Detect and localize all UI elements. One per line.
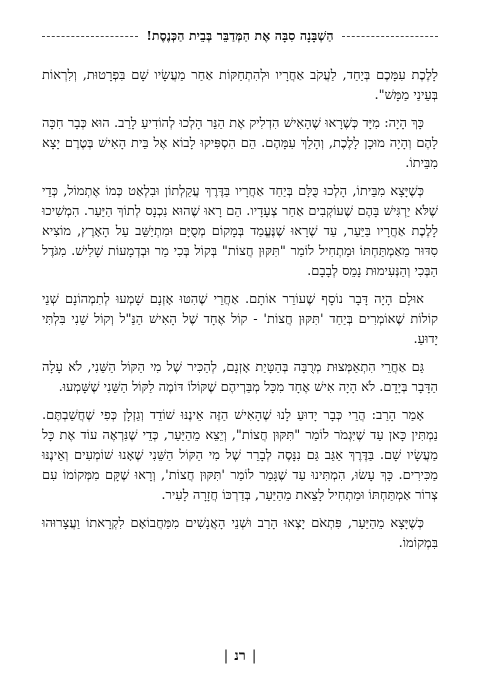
header-dashes-left [42, 36, 138, 37]
paragraph: כְּשֶׁיָּצָא מֵהַיַּעַר, פִּתְאֹם יָצְאוּ הָרַב וּשְׁנֵי הָאֲנָשִׁים מִמַּחֲבוֹאָם לִקְרָאתוֹ וַעֲצָרוּהוּ בִּמְקוֹמוֹ. [42, 516, 438, 551]
paragraph: לָלֶכֶת עִמָּכֶם בְּיַחַד, לַעֲקֹב אַחֲרָיו וּלְהִתְחַקּוֹת אַחַר מַעֲשָׂיו שָׁם בִּפְרָטוּת, וְלִרְאוֹת בְּעֵינַי מַמָּשׁ". [42, 68, 438, 103]
paragraph: אוּלָם הָיָה דָּבָר נוֹסָף שֶׁעוֹרֵר אוֹתָם. אַחֲרֵי שֶׁהִטּוּ אָזְנָם שָׁמְעוּ לְתִמְהוֹנָם שְׁנֵי קוֹלוֹת שֶׁאוֹמְרִים בְּיַחַד 'תִּקּוּן חֲצוֹת' - קוֹל אֶחָד שֶׁל הָאִישׁ הַנַּ"ל וְקוֹל שֵׁנִי בִּלְתִּי יָדוּעַ. [42, 292, 438, 347]
page-number-bar-left: | [223, 648, 229, 664]
paragraph: כְּשֶׁיָּצָא מִבֵּיתוֹ, הָלְכוּ כֻּלָּם בְּיַחַד אַחֲרָיו בַּדֶּרֶךְ עֲקַלְתוֹן וּבִלְאַט כְּמוֹ אֶתְמוֹל, כְּדֵי שֶׁלֹּא יַרְגִּישׁ בָּהֶם שֶׁעוֹקְבִים אַחַר צְעָדָיו. הֵם רָאוּ שֶׁהוּא נִכְנָס לְתוֹךְ הַיַּעַר. הִמְשִׁיכוּ לָלֶכֶת אַחֲרָיו בַּיַּעַר, עַד שֶׁרָאוּ שֶׁנֶּעֱמַד בְּמָקוֹם מְסֻיָּם וּמִתְיַשֵּׁב עַל הָאָרֶץ, מוֹצִיא סִדּוּר מֵאַמְתַּחְתּוֹ וּמַתְחִיל לוֹמַר "תִּקּוּן חֲצוֹת" בְּקוֹל בְּכִי מַר וּבְדְמָעוֹת שָׁלִישׁ. מִגֹּדֶל הַבְּכִי וְהַנְּעִימוּת נָמֵס לְבָבָם. [42, 184, 438, 279]
body-text [42, 66, 438, 562]
paragraph: גַּם אַחֲרֵי הִתְאַמְּצוּת מְרֻבָּה בְּהַטָּיַת אָזְנָם, לְהַכִּיר שֶׁל מִי הַקּוֹל הַשֵּׁנִי, לֹא עָלָה הַדָּבָר בְּיָדָם. לֹא הָיָה אִישׁ אֶחָד מִכָּל מְבַּרְיהֶם שֶׁקּוֹלוֹ דּוֹמֶה לַקּוֹל הַשֵּׁנִי שֶׁשָּׁמְעוּ. [42, 360, 438, 395]
header-dashes-right [342, 36, 438, 37]
page-number: רנ [234, 648, 246, 664]
paragraph: אָמַר הָרַב: הֲרֵי כְּבָר יָדוּעַ לָנוּ שֶׁהָאִישׁ הַזֶּה אֵינֶנּוּ שׁוֹדֵד וְגַזְלָן כְּפִי שֶׁחֲשַׁבְתֶּם. נַמְתִּין כָּאן עַד שֶׁיִּגְמֹר לוֹמַר "תִּקּוּן חֲצוֹת", וְיֵצֵא מֵהַיַּעַר, כְּדֵי שֶׁנִּרְאֶה עוֹד אֶת כָּל מַעֲשָׂיו שָׁם. בַּדֶּרֶךְ אַגַּב גַּם נִנָּסֶה לְבָרֵר שֶׁל מִי הַקּוֹל הַשֵּׁנִי שֶׁאָנוּ שׁוֹמְעִים וְאֵינֶנּוּ מַכִּירִים. כָּךְ עָשׂוּ, הִמְתִּינוּ עַד שֶׁגָּמַר לוֹמַר 'תִּקּוּן חֲצוֹת', וְרָאוּ שֶׁקָּם מִמְּקוֹמוֹ עִם צְרוֹר אַמְתַּחְתּוֹ וּמַתְחִיל לָצֵאת מֵהַיַּעַר, בְּדַרְכּוֹ חֲזָרָה לָעִיר. [42, 408, 438, 503]
paragraph: כָּךְ הָיָה: מִיָּד כְּשֶׁרָאוּ שֶׁהָאִישׁ הִדְלִיק אֶת הַנֵּר הָלְכוּ לְהוֹדִיעַ לָרַב. הוּא כְּבָר חִכָּה לָהֶם וְהָיָה מוּכָן לָלֶכֶת, וְהָלַךְ עִמָּהֶם. הֵם הִסְפִּיקוּ לָבוֹא אֶל בֵּית הָאִישׁ בְּטֶרֶם יָצָא מִבֵּיתוֹ. [42, 116, 438, 171]
header-title: הַשְׁבָּנָה סִבָּה אֶת הַמְּדַבֵּר בְּבֵית הַכְּנֶסֶת! [146, 28, 334, 43]
running-header [42, 28, 438, 44]
page-number-footer [0, 648, 480, 665]
page-number-bar-right: | [251, 648, 257, 664]
